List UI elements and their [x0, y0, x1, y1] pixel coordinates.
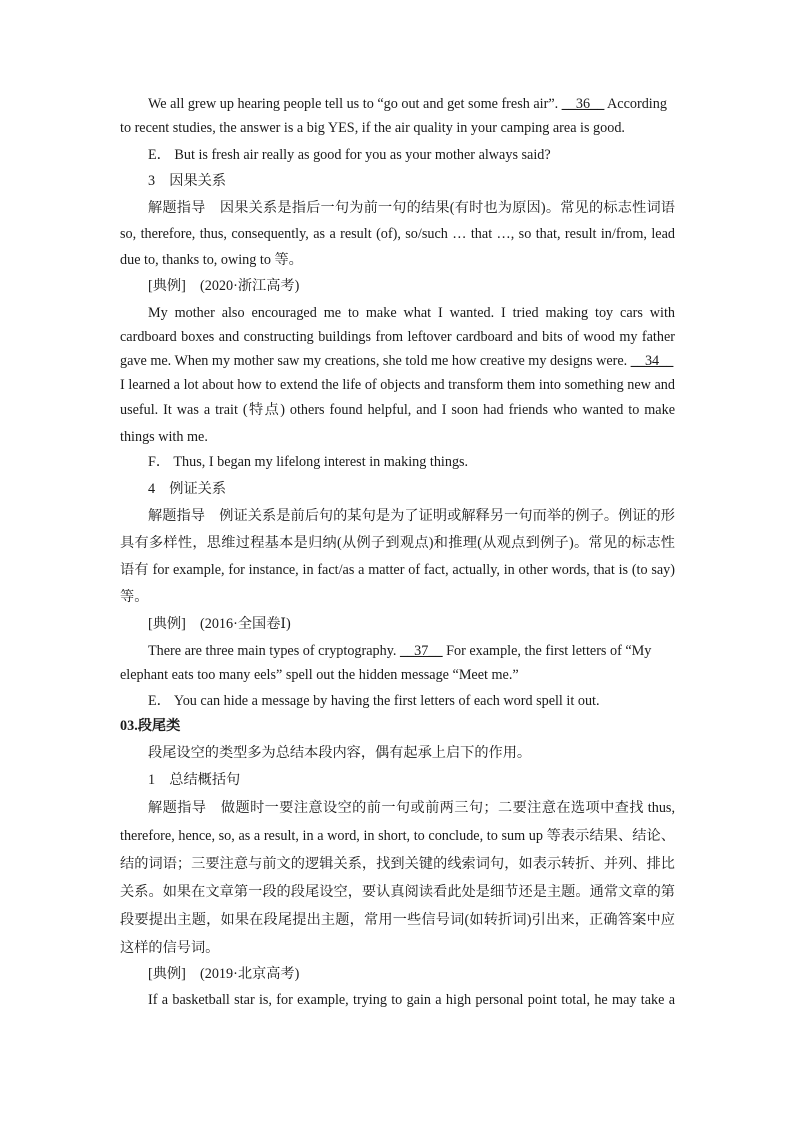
guide-line: 解题指导 做题时一要注意设空的前一句或前两三句；二要注意在选项中查找 thus,	[148, 800, 675, 816]
passage-line: I learned a lot about how to extend the life of objects and transform them into something new and	[120, 377, 675, 393]
passage-line: If a basketball star is, for example, trying to gain a high personal point total, he may take a	[148, 992, 675, 1008]
guide-line: 等。	[120, 589, 149, 605]
passage-line: cardboard boxes and constructing buildings from leftover cardboard and bits of wood my father	[120, 329, 675, 345]
passage-line: elephant eats too many eels” spell out the hidden message “Meet me.”	[120, 667, 519, 683]
guide-line: due to, thanks to, owing to 等。	[120, 252, 303, 268]
option-e-line: E． But is fresh air really as good for you as your mother always said?	[148, 147, 551, 163]
example-source: [典例] (2016·全国卷Ⅰ)	[148, 616, 291, 632]
option-f-line: F． Thus, I began my lifelong interest in making things.	[148, 454, 469, 470]
example-source: [典例] (2020·浙江高考)	[148, 278, 300, 294]
guide-line: so, therefore, thus, consequently, as a result (of), so/such … that …, so that, result in/from, lead	[120, 226, 675, 242]
passage-line: My mother also encouraged me to make what I wanted. I tried making toy cars with	[148, 305, 675, 321]
subheading-causal: 3 因果关系	[148, 173, 227, 189]
guide-line: 段要提出主题，如果在段尾提出主题，常用一些信号词(如转折词)引出来，正确答案中应	[120, 912, 675, 928]
passage-line: gave me. When my mother saw my creations, she told me how creative my designs were. __34__	[120, 353, 674, 369]
guide-line: 语有 for example, for instance, in fact/as a matter of fact, actually, in other words, that is (to say)	[120, 562, 675, 578]
passage-line: to recent studies, the answer is a big YES, if the air quality in your camping area is good.	[120, 120, 625, 136]
section-intro: 段尾设空的类型多为总结本段内容，偶有起承上启下的作用。	[148, 745, 532, 761]
subheading-summary: 1 总结概括句	[148, 772, 241, 788]
guide-line: therefore, hence, so, as a result, in a word, in short, to conclude, to sum up 等表示结果、结论、	[120, 828, 675, 844]
option-e-line: E． You can hide a message by having the first letters of each word spell it out.	[148, 693, 600, 709]
guide-line: 解题指导 因果关系是指后一句为前一句的结果(有时也为原因)。常见的标志性词语	[148, 200, 675, 216]
section-heading-paragraph-end: 03.段尾类	[120, 718, 181, 734]
passage-line: things with me.	[120, 429, 208, 445]
guide-line: 具有多样性，思维过程基本是归纳(从例子到观点)和推理(从观点到例子)。常见的标志性	[120, 535, 675, 551]
answer-blank-37: __37__	[399, 643, 443, 659]
guide-line: 解题指导 例证关系是前后句的某句是为了证明或解释另一句而举的例子。例证的形	[148, 508, 675, 524]
guide-line: 关系。如果在文章第一段的段尾设空，要认真阅读看此处是细节还是主题。通常文章的第	[120, 884, 675, 900]
passage-line: We all grew up hearing people tell us to “go out and get some fresh air”. __36__ According	[148, 96, 667, 112]
answer-blank-36: __36__	[561, 96, 605, 112]
passage-line: useful. It was a trait (特点) others found helpful, and I soon had friends who wanted to make	[120, 402, 675, 418]
subheading-example: 4 例证关系	[148, 481, 227, 497]
guide-line: 结的词语；三要注意与前文的逻辑关系，找到关键的线索词句，如表示转折、并列、排比	[120, 856, 675, 872]
answer-blank-34: __34__	[630, 353, 674, 369]
example-source: [典例] (2019·北京高考)	[148, 966, 300, 982]
guide-line: 这样的信号词。	[120, 940, 220, 956]
passage-line: There are three main types of cryptography. __37__ For example, the first letters of “My	[148, 643, 652, 659]
